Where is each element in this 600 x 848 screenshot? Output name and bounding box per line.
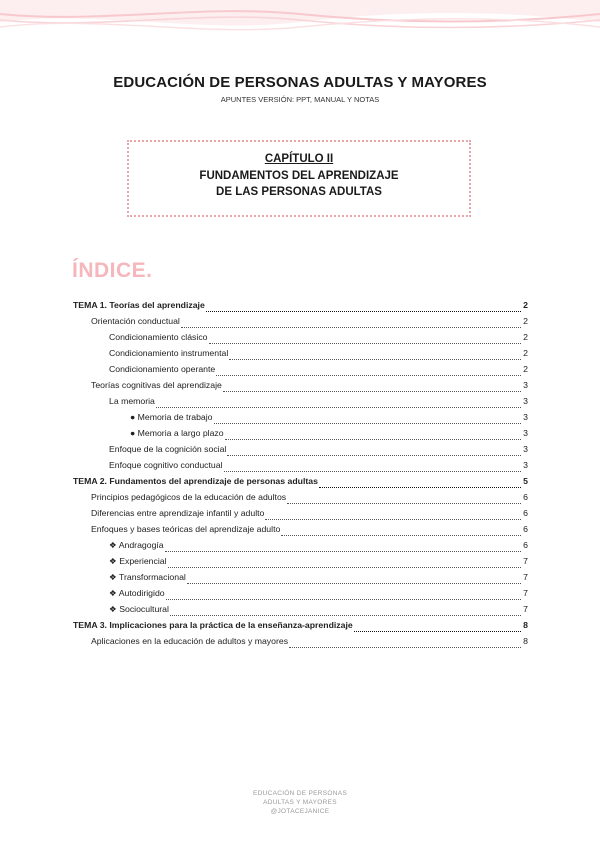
toc-label: ❖ Experiencial <box>109 556 167 566</box>
toc-leader <box>229 351 521 360</box>
toc-entry[interactable] <box>73 569 528 585</box>
toc-page: 3 <box>523 412 528 422</box>
footer-line-1: EDUCACIÓN DE PERSONAS <box>252 790 348 797</box>
toc-entry[interactable] <box>73 441 528 457</box>
toc-page: 7 <box>523 572 528 582</box>
toc-entry[interactable] <box>73 425 528 441</box>
toc-label: Teorías cognitivas del aprendizaje <box>91 380 222 390</box>
toc-label: TEMA 3. Implicaciones para la práctica de la enseñanza-aprendizaje <box>73 620 353 630</box>
toc-leader <box>170 607 521 616</box>
toc-leader <box>156 399 521 408</box>
toc-page: 3 <box>523 460 528 470</box>
toc-leader <box>206 303 521 312</box>
toc-label: Principios pedagógicos de la educación de adultos <box>91 492 287 502</box>
table-of-contents <box>73 297 528 649</box>
toc-label: Enfoques y bases teóricas del aprendizaje adulto <box>91 524 281 534</box>
toc-leader <box>216 367 521 376</box>
toc-page: 3 <box>523 444 528 454</box>
document-subtitle: APUNTES VERSIÓN: PPT, MANUAL Y NOTAS <box>220 95 380 104</box>
toc-page: 8 <box>523 636 528 646</box>
toc-entry[interactable] <box>73 409 528 425</box>
toc-leader <box>223 383 521 392</box>
toc-entry-tema-2[interactable] <box>73 473 528 489</box>
toc-label: ❖ Andragogía <box>109 540 164 550</box>
toc-page: 2 <box>523 364 528 374</box>
toc-label: Enfoque cognitivo conductual <box>109 460 223 470</box>
toc-leader <box>214 415 521 424</box>
toc-label: ❖ Sociocultural <box>109 604 169 614</box>
footer-line-2: ADULTAS Y MAYORES <box>263 799 337 806</box>
chapter-title-line-2: DE LAS PERSONAS ADULTAS <box>216 186 382 198</box>
footer-watermark <box>0 789 600 816</box>
footer-line-3: @JOTACEJANICE <box>270 808 330 815</box>
toc-leader <box>289 639 521 648</box>
toc-entry[interactable] <box>73 345 528 361</box>
toc-leader <box>281 527 521 536</box>
toc-page: 6 <box>523 524 528 534</box>
toc-page: 3 <box>523 380 528 390</box>
toc-label: Condicionamiento instrumental <box>109 348 229 358</box>
toc-label: ❖ Autodirigido <box>109 588 165 598</box>
toc-label: La memoria <box>109 396 155 406</box>
toc-entry[interactable] <box>73 537 528 553</box>
toc-leader <box>319 479 521 488</box>
toc-entry[interactable] <box>73 633 528 649</box>
toc-page: 8 <box>523 620 528 630</box>
toc-label: Aplicaciones en la educación de adultos y mayores <box>91 636 289 646</box>
toc-page: 2 <box>523 300 528 310</box>
toc-entry[interactable] <box>73 505 528 521</box>
toc-label: ❖ Transformacional <box>109 572 186 582</box>
toc-leader <box>287 495 521 504</box>
toc-entry[interactable] <box>73 585 528 601</box>
toc-label: ● Memoria a largo plazo <box>130 428 224 438</box>
toc-leader <box>181 319 521 328</box>
toc-page: 7 <box>523 604 528 614</box>
toc-leader <box>224 463 521 472</box>
toc-page: 3 <box>523 396 528 406</box>
toc-entry[interactable] <box>73 457 528 473</box>
toc-leader <box>227 447 521 456</box>
toc-entry[interactable] <box>73 521 528 537</box>
toc-page: 6 <box>523 508 528 518</box>
toc-label: TEMA 2. Fundamentos del aprendizaje de personas adultas <box>73 476 318 486</box>
chapter-title-line-1: FUNDAMENTOS DEL APRENDIZAJE <box>199 170 399 182</box>
toc-leader <box>187 575 521 584</box>
toc-label: Diferencias entre aprendizaje infantil y adulto <box>91 508 265 518</box>
toc-label: Condicionamiento clásico <box>109 332 208 342</box>
toc-page: 5 <box>523 476 528 486</box>
toc-page: 7 <box>523 588 528 598</box>
toc-leader <box>209 335 521 344</box>
toc-leader <box>225 431 521 440</box>
toc-leader <box>165 543 521 552</box>
toc-entry[interactable] <box>73 489 528 505</box>
toc-page: 2 <box>523 348 528 358</box>
toc-label: ● Memoria de trabajo <box>130 412 213 422</box>
toc-leader <box>354 623 521 632</box>
toc-entry[interactable] <box>73 393 528 409</box>
decorative-wave-header <box>0 0 600 40</box>
toc-label: Orientación conductual <box>91 316 180 326</box>
toc-entry[interactable] <box>73 313 528 329</box>
toc-leader <box>265 511 521 520</box>
document-title: EDUCACIÓN DE PERSONAS ADULTAS Y MAYORES <box>113 74 487 91</box>
toc-page: 2 <box>523 316 528 326</box>
toc-leader <box>166 591 521 600</box>
toc-label: TEMA 1. Teorías del aprendizaje <box>73 300 205 310</box>
toc-entry-tema-3[interactable] <box>73 617 528 633</box>
chapter-heading <box>127 151 471 200</box>
toc-entry[interactable] <box>73 329 528 345</box>
index-heading: ÍNDICE. <box>72 259 153 282</box>
toc-page: 7 <box>523 556 528 566</box>
toc-leader <box>168 559 521 568</box>
toc-entry[interactable] <box>73 553 528 569</box>
toc-entry-tema-1[interactable] <box>73 297 528 313</box>
toc-page: 3 <box>523 428 528 438</box>
toc-label: Enfoque de la cognición social <box>109 444 227 454</box>
toc-entry[interactable] <box>73 377 528 393</box>
toc-entry[interactable] <box>73 601 528 617</box>
toc-label: Condicionamiento operante <box>109 364 216 374</box>
toc-entry[interactable] <box>73 361 528 377</box>
toc-page: 6 <box>523 492 528 502</box>
chapter-label: CAPÍTULO II <box>264 153 334 165</box>
toc-page: 2 <box>523 332 528 342</box>
toc-page: 6 <box>523 540 528 550</box>
